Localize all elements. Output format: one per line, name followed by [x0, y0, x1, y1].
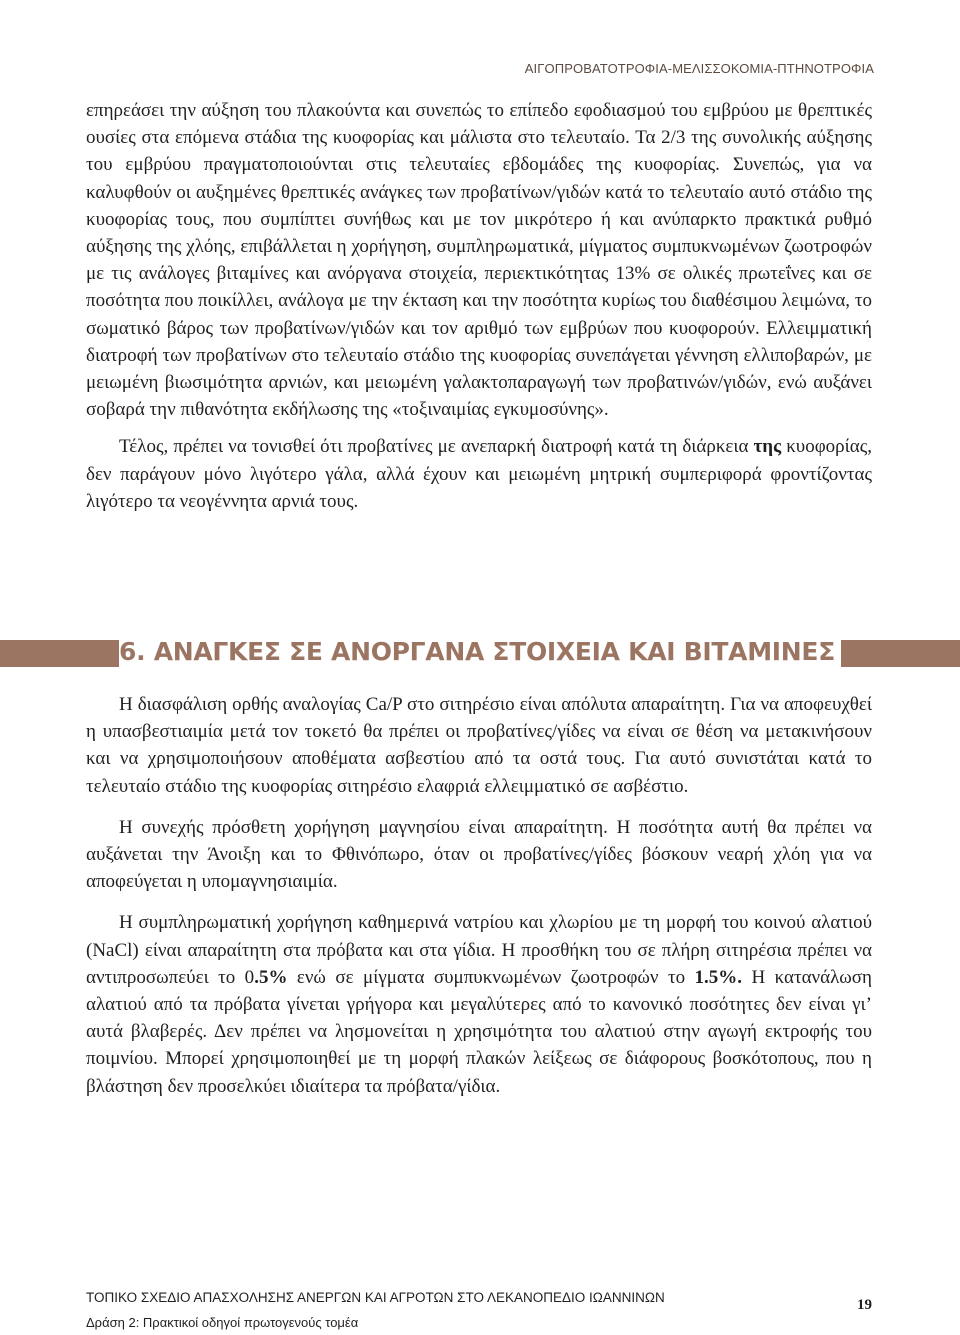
body-paragraph: Η συνεχής πρόσθετη χορήγηση μαγνησίου είναι απαραίτητη. Η ποσότητα αυτή θα πρέπει να αυξάνεται την Άνοιξη και το Φθινόπωρο, όταν οι προβατίνες/γίδες βόσκουν νεαρή χλόη για να αποφεύγεται η υπομαγνησιαιμία.: [86, 816, 872, 893]
footer-subtitle: Δράση 2: Πρακτικοί οδηγοί πρωτογενούς τομέα: [86, 1315, 359, 1330]
bold-text: της: [753, 436, 782, 458]
bold-text: .5%: [254, 966, 288, 988]
top-text-block: [86, 97, 872, 515]
body-paragraph: [86, 433, 872, 515]
section-heading: 6. ΑΝΑΓΚΕΣ ΣΕ ΑΝΟΡΓΑΝΑ ΣΤΟΙΧΕΙΑ ΚΑΙ ΒΙΤΑΜΙΝΕΣ: [119, 635, 841, 668]
body-text: Η συμπληρωματική χορήγηση καθημερινά νατρίου και χλωρίου με τη μορφή του κοινού αλατιού (NaCl) είναι απαραίτητη στα πρόβατα και στα γίδια. Η προσθήκη του σε πλήρη σιτηρέσια πρέπει να αντιπροσωπεύει το 0: [86, 912, 872, 988]
body-paragraph: επηρεάσει την αύξηση του πλακούντα και συνεπώς το επίπεδο εφοδιασμού του εμβρύου με θρεπτικές ουσίες στα επόμενα στάδια της κυοφορίας και μάλιστα στο τελευταίο. Τα 2/3 της συνολικής αύξησης του εμβρύου πραγματοποιούνται στις τελευταίες εβδομάδες της κυοφορίας. Συνεπώς, για να καλυφθούν οι αυξημένες θρεπτικές ανάγκες των προβατίνων/γιδών κατά το τελευταίο αυτό στάδιο της κυοφορίας τους, που συμπίπτει συνήθως και με τον μικρότερο ή και ανύπαρκτο πρακτικά ρυθμό αύξησης της χλόης, επιβάλλεται η χορήγηση, συμπληρωματικά, μίγματος συμπυκνωμένων ζωοτροφών με τις ανάλογες βιταμίνες και ανόργανα στοιχεία, περιεκτικότητας 13% σε ολικές πρωτεΐνες και σε ποσότητα που ποικίλλει, ανάλογα με την έκταση και την ποσότητα κυρίως του διαθέσιμου λειμώνα, το σωματικό βάρος των προβατίνων/γιδών και τον αριθμό των εμβρύων που κυοφορούν. Ελλειμματική διατροφή των προβατίνων στο τελευταίο στάδιο της κυοφορίας συνεπάγεται γέννηση ελλιποβαρών, με μειωμένη βιωσιμότητα αρνιών, και μειωμένη γαλακτοπαραγωγή των προβατινών/γιδών, ενώ αυξάνει σοβαρά την πιθανότητα εκδήλωσης της «τοξιναιμίας εγκυμοσύνης».: [86, 100, 872, 421]
footer-title: ΤΟΠΙΚΟ ΣΧΕΔΙΟ ΑΠΑΣΧΟΛΗΣΗΣ ΑΝΕΡΓΩΝ ΚΑΙ ΑΓΡΟΤΩΝ ΣΤΟ ΛΕΚΑΝΟΠΕΔΙΟ ΙΩΑΝΝΙΝΩΝ: [86, 1290, 665, 1305]
bold-text: 1.5%.: [694, 966, 743, 988]
body-text: Η κατανάλωση αλατιού από τα πρόβατα γίνεται γρήγορα και μεγαλύτερες από το κανονικό ποσότητες δεν είναι γι’ αυτά βλαβερές. Δεν πρέπει να λησμονείται η χρησιμότητα του αλατιού στην αγωγή εκτροφής του ποιμνίου. Μπορεί χρησιμοποιηθεί με τη μορφή πλακών λείξεως σε διάφορους βοσκότοπους, που η βλάστηση δεν προσελκύει ιδιαίτερα τα πρόβατα/γίδια.: [86, 966, 872, 1097]
body-paragraph: [86, 909, 872, 1099]
body-text: κυοφορίας, δεν παράγουν μόνο λιγότερο γάλα, αλλά έχουν και μειωμένη μητρική συμπεριφορά φροντίζοντας λιγότερο τα νεογέννητα αρνιά τους.: [86, 436, 872, 512]
running-header: ΑΙΓΟΠΡΟΒΑΤΟΤΡΟΦΙΑ-ΜΕΛΙΣΣΟΚΟΜΙΑ-ΠΤΗΝΟΤΡΟΦΙΑ: [524, 61, 874, 76]
body-text: ενώ σε μίγματα συμπυκνωμένων ζωοτροφών το: [287, 966, 695, 988]
body-paragraph: Η διασφάλιση ορθής αναλογίας Ca/P στο σιτηρέσιο είναι απόλυτα απαραίτητη. Για να αποφευχθεί η υπασβεστιαιμία μετά τον τοκετό θα πρέπει οι προβατίνες/γίδες να είναι σε θέση να μετακινήσουν και να χρησιμοποιήσουν αποθέματα ασβεστίου από τα οστά τους. Για αυτό συνιστάται κατά το τελευταίο στάδιο της κυοφορίας σιτηρέσιο ελαφριά ελλειμματικό σε ασβέστιο.: [86, 694, 872, 797]
page-number: 19: [857, 1297, 872, 1313]
section-text-block: [86, 691, 872, 1100]
body-text: Τέλος, πρέπει να τονισθεί ότι προβατίνες με ανεπαρκή διατροφή κατά τη διάρκεια: [119, 436, 754, 458]
